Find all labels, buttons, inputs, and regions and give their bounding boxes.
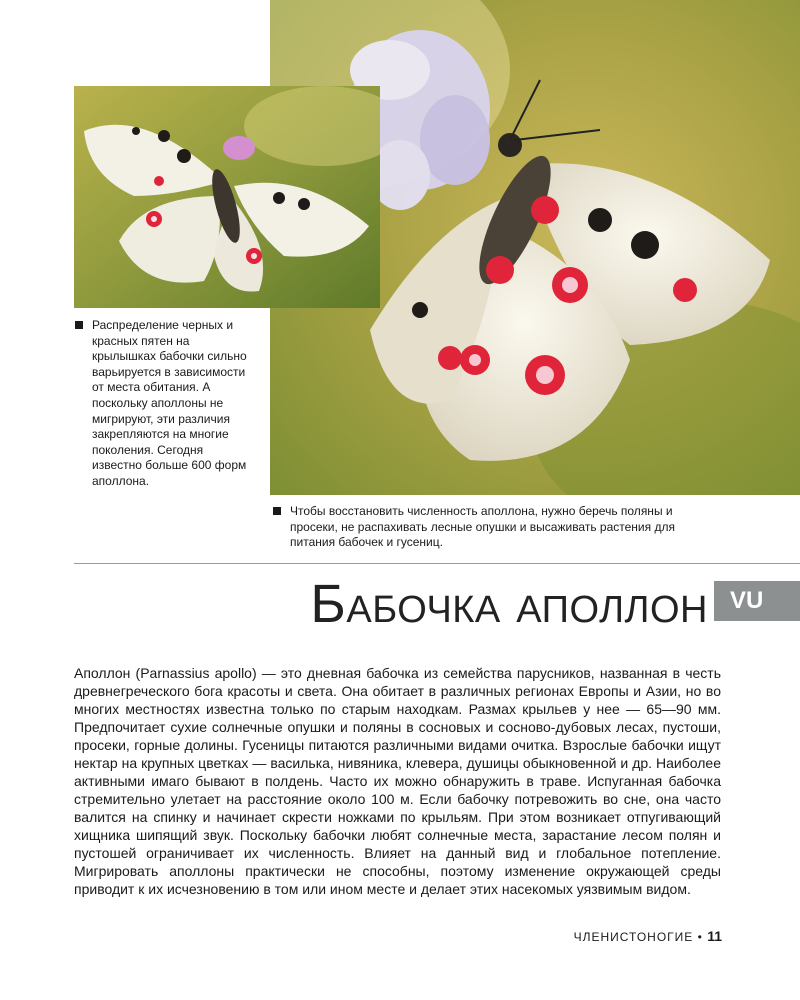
page-number: 11 <box>707 928 722 944</box>
caption-bullet-icon <box>75 321 83 329</box>
page-title: Бабочка аполлон <box>310 574 708 634</box>
caption-text: Распределение черных и красных пятен на крылышках бабочки сильно варьируется в зависимости от места обитания. А поскольку аполлоны не мигрируют, эти различия закрепляются на многие поколения. Сегодня известно больше 600 форм аполлона. <box>92 318 247 488</box>
footer-section-name: ЧЛЕНИСТОНОГИЕ <box>573 930 694 944</box>
page-footer <box>540 928 722 944</box>
article-body: Аполлон (Parnassius apollo) — это дневная бабочка из семейства парусников, названная в честь древнегреческого бога красоты и света. Она обитает в различных регионах Европы и Азии, но во многих местностях известна только по старым находкам. Размах крыльев у нее — 65—90 мм. Предпочитает сухие солнечные опушки и поляны в сосновых и сосново-дубовых лесах, пустоши, просеки, горные долины. Гусеницы питаются различными видами очитка. Взрослые бабочки ищут нектар на крупных цветках — василька, нивяника, клевера, душицы обыкновенной и др. Наиболее активными имаго бывают в полдень. Часто их можно обнаружить в траве. Испуганная бабочка стремительно улетает на расстояние около 100 м. Если бабочку потревожить во сне, она часто валится на спинку и начинает скрести ножками по крыльям. При этом возникает отпугивающий хищника шипящий звук. Поскольку бабочки любят солнечные места, зарастание лесом полян и пустошей ограничивает их численность. Влияет на данный вид и глобальное потепление. Мигрировать аполлоны практически не способны, поэтому изменение окружающей среды приводит к их исчезновению в том или ином месте и делает этих насекомых уязвимым видом. <box>74 665 721 897</box>
caption-text: Чтобы восстановить численность аполлона, нужно беречь поляны и просеки, не распахивать лесные опушки и высаживать растения для питания бабочек и гусениц. <box>290 504 675 550</box>
inset-butterfly-photo <box>74 86 380 308</box>
title-divider <box>74 563 800 564</box>
conservation-status-badge: VU <box>714 581 800 621</box>
caption-bullet-icon <box>273 507 281 515</box>
photo-caption-right <box>273 504 723 551</box>
photo-caption-left <box>75 318 250 490</box>
footer-separator: • <box>697 930 703 944</box>
